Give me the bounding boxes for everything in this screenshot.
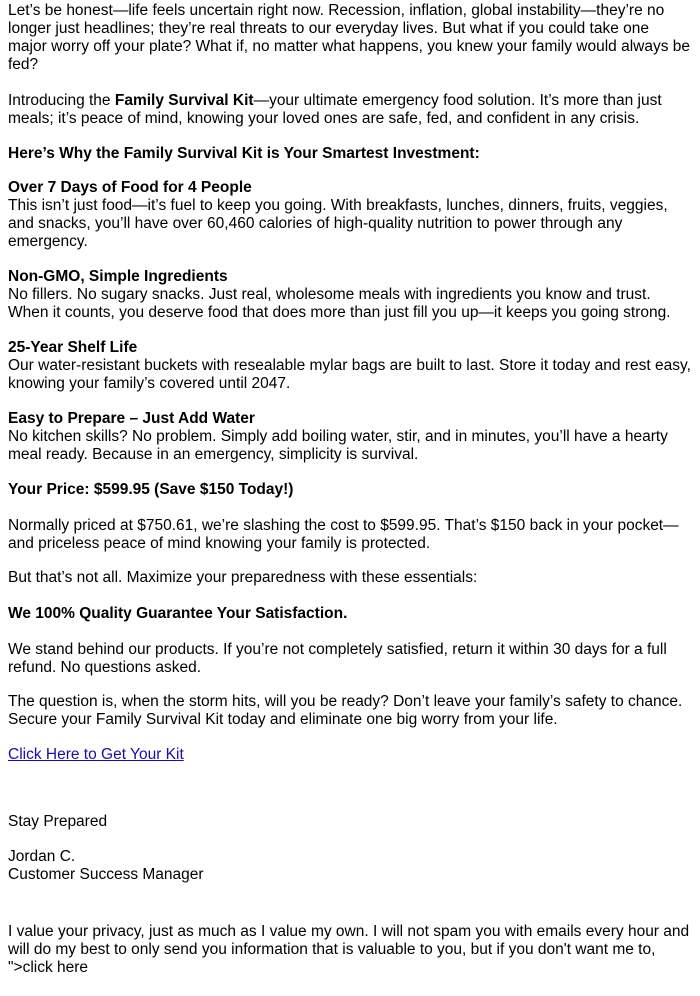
product-name: Family Survival Kit — [114, 92, 254, 109]
guarantee-description: We stand behind our products. If you’re not completely satisfied, return it within 30 days for a full refund. No questions asked. — [8, 641, 667, 676]
feature-body: No fillers. No sugary snacks. Just real, wholesome meals with ingredients you know and trust. When it counts, you deserve food that does more than just fill you up—it keeps you going strong. — [8, 286, 671, 321]
intro-paragraph: Let’s be honest—life feels uncertain right now. Recession, inflation, global instability—they’re no longer just headlines; they’re real threats to our everyday lives. But what if you could take one major worry off your plate? What if, no matter what happens, you knew your family would always be fed? — [8, 2, 691, 73]
why-heading: Here’s Why the Family Survival Kit is Your Smartest Investment: — [8, 145, 480, 162]
feature-block-ingredients — [8, 268, 692, 322]
feature-title: Easy to Prepare – Just Add Water — [8, 410, 255, 427]
pitch-paragraph — [8, 92, 692, 128]
privacy-text: I value your privacy, just as much as I value my own. I will not spam you with emails every hour and will do my best to only send you information that is valuable to you, but if you don't want me to, " — [8, 923, 690, 976]
feature-title: Over 7 Days of Food for 4 People — [8, 179, 252, 196]
feature-body: Our water-resistant buckets with resealable mylar bags are built to last. Store it today and rest easy, knowing your family’s covered until 2047. — [8, 357, 691, 392]
feature-body: This isn’t just food—it’s fuel to keep you going. With breakfasts, lunches, dinners, fruits, veggies, and snacks, you’ll have over 60,460 calories of high-quality nutrition to power through any emergency. — [8, 197, 668, 250]
price-heading: Your Price: $599.95 (Save $150 Today!) — [8, 481, 294, 498]
pitch-prefix: Introducing the — [8, 92, 115, 109]
feature-title: 25-Year Shelf Life — [8, 339, 138, 356]
unsubscribe-link[interactable]: >click here — [13, 959, 89, 976]
feature-block-prepare — [8, 410, 692, 464]
sender-title: Customer Success Manager — [8, 866, 204, 883]
feature-block-shelf-life — [8, 339, 692, 393]
privacy-notice — [8, 923, 692, 977]
cta-container — [8, 746, 692, 764]
closing-paragraph: The question is, when the storm hits, will you be ready? Don’t leave your family’s safety to chance. Secure your Family Survival Kit today and eliminate one big worry from your life. — [8, 693, 683, 728]
pitch-suffix: —your ultimate emergency food solution. It’s more than just meals; it’s peace of mind, knowing your loved ones are safe, fed, and confident in any crisis. — [8, 92, 662, 127]
signature — [8, 848, 692, 884]
maximize-paragraph: But that’s not all. Maximize your preparedness with these essentials: — [8, 569, 478, 586]
feature-body: No kitchen skills? No problem. Simply add boiling water, stir, and in minutes, you’ll have a hearty meal ready. Because in an emergency, simplicity is survival. — [8, 428, 668, 463]
guarantee-heading: We 100% Quality Guarantee Your Satisfaction. — [8, 605, 348, 622]
sender-name: Jordan C. — [8, 848, 76, 865]
get-kit-link[interactable]: Click Here to Get Your Kit — [8, 746, 184, 763]
feature-title: Non-GMO, Simple Ingredients — [8, 268, 228, 285]
signoff: Stay Prepared — [8, 813, 108, 830]
feature-block-food — [8, 179, 692, 251]
price-description: Normally priced at $750.61, we’re slashing the cost to $599.95. That’s $150 back in your pocket—and priceless peace of mind knowing your family is protected. — [8, 517, 679, 552]
